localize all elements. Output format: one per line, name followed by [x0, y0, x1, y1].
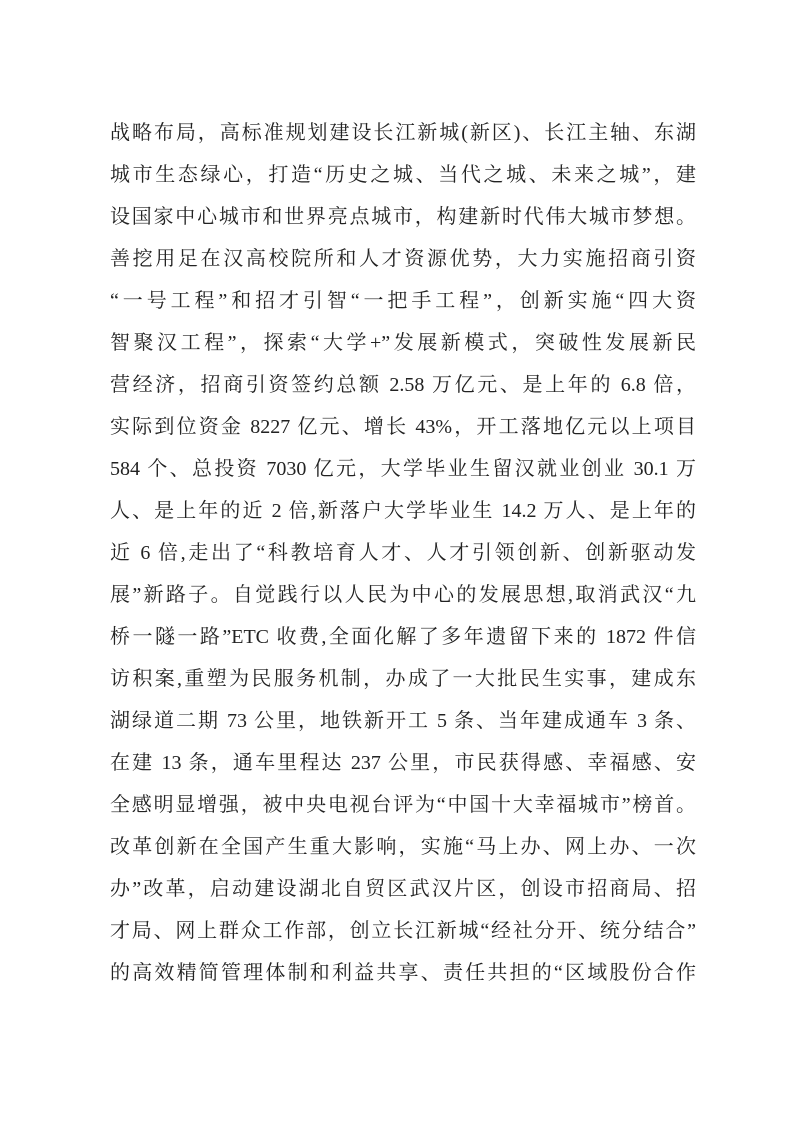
text-line: 全感明显增强，被中央电视台评为“中国十大幸福城市”榜首。	[110, 794, 696, 816]
text-line: 桥一隧一路”ETC 收费,全面化解了多年遗留下来的 1872 件信	[110, 626, 696, 648]
text-line: 湖绿道二期 73 公里，地铁新开工 5 条、当年建成通车 3 条、	[110, 710, 696, 732]
text-line: 584 个、总投资 7030 亿元，大学毕业生留汉就业创业 30.1 万	[110, 458, 696, 480]
text-line: 城市生态绿心，打造“历史之城、当代之城、未来之城”，建	[110, 164, 696, 186]
text-line: 战略布局，高标准规划建设长江新城(新区)、长江主轴、东湖	[110, 122, 696, 144]
text-line: 在建 13 条，通车里程达 237 公里，市民获得感、幸福感、安	[110, 752, 696, 774]
text-line: 改革创新在全国产生重大影响，实施“马上办、网上办、一次	[110, 836, 696, 858]
text-line: 人、是上年的近 2 倍,新落户大学毕业生 14.2 万人、是上年的	[110, 500, 696, 522]
text-line: 设国家中心城市和世界亮点城市，构建新时代伟大城市梦想。	[110, 206, 696, 228]
text-line: 办”改革，启动建设湖北自贸区武汉片区，创设市招商局、招	[110, 878, 696, 900]
document-text-block	[110, 112, 696, 994]
text-line: 访积案,重塑为民服务机制，办成了一大批民生实事，建成东	[110, 668, 696, 690]
text-line: 善挖用足在汉高校院所和人才资源优势，大力实施招商引资	[110, 248, 696, 270]
text-line: 展”新路子。自觉践行以人民为中心的发展思想,取消武汉“九	[110, 584, 696, 606]
text-line: “一号工程”和招才引智“一把手工程”，创新实施“四大资	[110, 290, 696, 312]
text-line: 实际到位资金 8227 亿元、增长 43%，开工落地亿元以上项目	[110, 416, 696, 438]
text-line: 智聚汉工程”，探索“大学+”发展新模式，突破性发展新民	[110, 332, 696, 354]
text-line: 才局、网上群众工作部，创立长江新城“经社分开、统分结合”	[110, 920, 696, 942]
text-line: 营经济，招商引资签约总额 2.58 万亿元、是上年的 6.8 倍，	[110, 374, 696, 396]
text-line: 近 6 倍,走出了“科教培育人才、人才引领创新、创新驱动发	[110, 542, 696, 564]
text-line: 的高效精简管理体制和利益共享、责任共担的“区域股份合作	[110, 962, 696, 984]
